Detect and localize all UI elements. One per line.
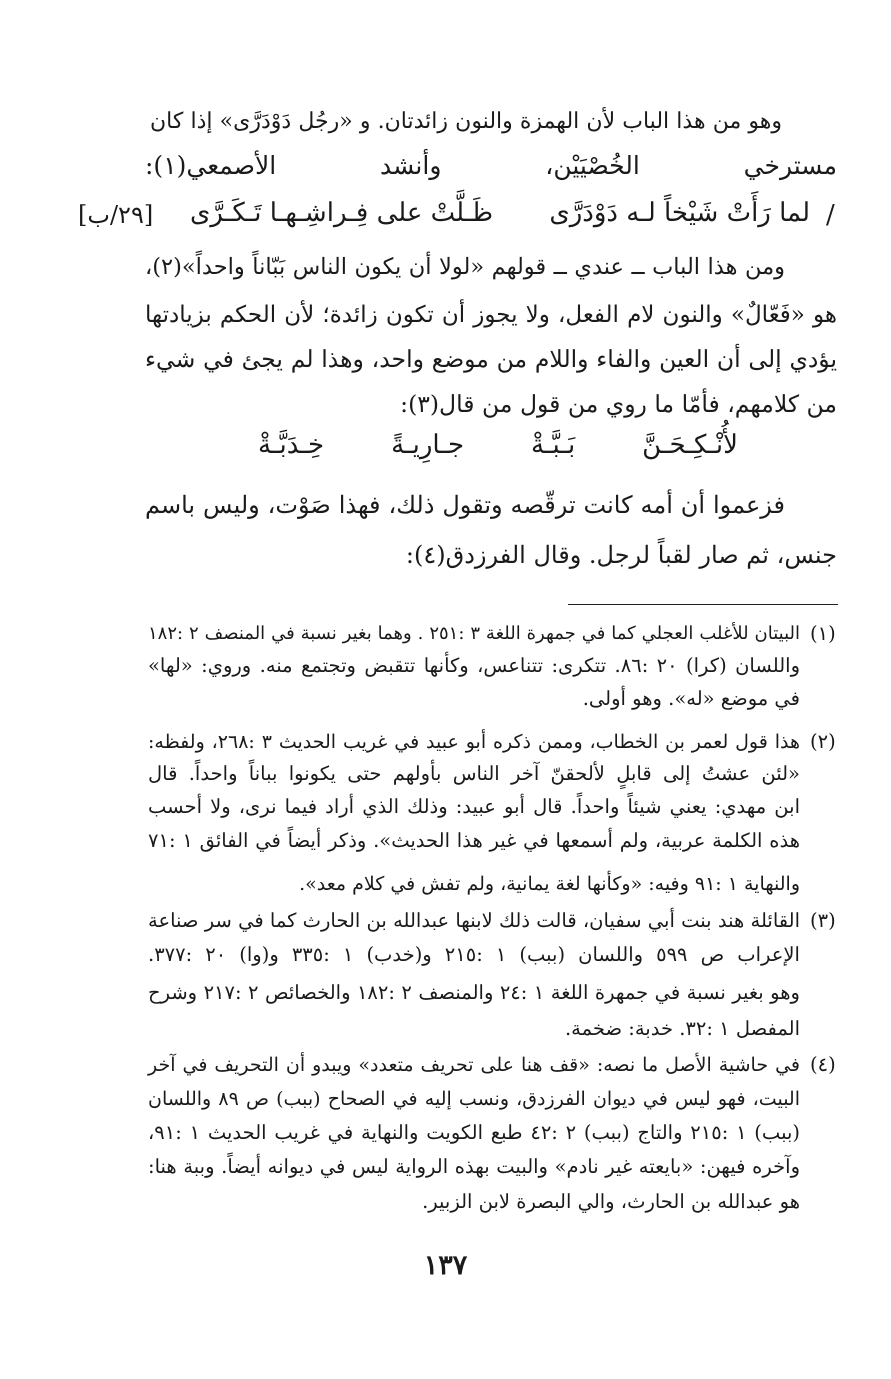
footnote-line: واللسان (كرا) ٢٠ :٨٦. تتكرى: تتناعس، وكأنها تتقبض وتجتمع منه. وروي: «لها» bbox=[148, 654, 800, 677]
page-break-mark: / bbox=[826, 200, 835, 230]
footnote-line: هذه الكلمة عربية، ولم أسمعها في غير هذا الحديث». وذكر أيضاً في الفائق ١ :٧١ bbox=[148, 829, 800, 852]
footnote-number: (١) bbox=[810, 622, 836, 645]
body-line: ومن هذا الباب ــ عندي ــ قولهم «لولا أن يكون الناس بَبّاناً واحداً»(٢)، bbox=[145, 254, 785, 280]
body-line: هو «فَعّالٌ» والنون لام الفعل، ولا يجوز أن تكون زائدة؛ لأن الحكم بزيادتها bbox=[145, 302, 837, 328]
footnote-line: المفصل ١ :٣٢. خدبة: ضخمة. bbox=[564, 1017, 800, 1040]
body-line: جنس، ثم صار لقباً لرجل. وقال الفرزدق(٤): bbox=[405, 541, 837, 569]
body-line: من كلامهم، فأمّا ما روي من قول من قال(٣): bbox=[400, 390, 837, 418]
footnote-line: ابن مهدي: يعني شيئاً واحداً. قال أبو عبيد: وذلك الذي أراد فيما نرى، ولا أحسب bbox=[148, 795, 800, 818]
body-line: يؤدي إلى أن العين والفاء واللام من موضع واحد، وهذا لم يجئ في شيء bbox=[145, 345, 837, 373]
footnote-line: وآخره فيهن: «بايعته غير نادم» والبيت بهذه الرواية ليس في ديوانه أيضاً. وببة هنا: bbox=[148, 1155, 800, 1178]
verse-first-hemistich: لما رَأَتْ شَيْخاً لـه دَوْدَرَّى bbox=[549, 198, 810, 228]
verse-segment: خِـدَبَّـةْ bbox=[258, 430, 325, 460]
footnote-number: (٣) bbox=[810, 909, 836, 932]
footnote-line: «لئن عشتُ إلى قابلٍ لألحقنّ آخر الناس بأولهم حتى يكونوا بباناً واحداً. قال bbox=[148, 762, 800, 785]
footnote-line: في موضع «له». وهو أولى. bbox=[582, 687, 800, 710]
footnote-line: القائلة هند بنت أبي سفيان، قالت ذلك لابنها عبدالله بن الحارث كما في سر صناعة bbox=[148, 909, 800, 932]
footnote-line: في حاشية الأصل ما نصه: «قف هنا على تحريف متعدد» ويبدو أن التحريف في آخر bbox=[148, 1054, 800, 1076]
footnote-separator bbox=[568, 604, 838, 605]
footnote-number: (٢) bbox=[810, 730, 836, 753]
body-line: مسترخي الخُصْيَيْن، وأنشد الأصمعي(١): bbox=[145, 151, 837, 180]
verse-second-hemistich: ظَـلَّتْ على فِـراشِـهـا تَـكَـرَّى bbox=[190, 198, 494, 228]
verse-segment: لأُنْـكِـحَـنَّ bbox=[642, 430, 738, 460]
page-number: ١٣٧ bbox=[423, 1250, 468, 1281]
footnote-line: هذا قول لعمر بن الخطاب، وممن ذكره أبو عبيد في غريب الحديث ٣ :٢٦٨، ولفظه: bbox=[148, 731, 800, 753]
verse-line bbox=[258, 430, 738, 460]
verse-segment: جـارِيـةً bbox=[391, 430, 465, 460]
footnote-line: وهو بغير نسبة في جمهرة اللغة ١ :٢٤ والمنصف ٢ :١٨٢ والخصائص ٢ :٢١٧ وشرح bbox=[148, 981, 800, 1004]
body-line: فزعموا أن أمه كانت ترقّصه وتقول ذلك، فهذا صَوْت، وليس باسم bbox=[145, 491, 785, 519]
footnote-line: البيتان للأغلب العجلي كما في جمهرة اللغة ٣ :٢٥١ . وهما بغير نسبة في المنصف ٢ :١٨٢ bbox=[148, 623, 800, 644]
manuscript-folio-ref: [٢٩/ب] bbox=[78, 201, 154, 229]
footnote-line: البيت، فهو ليس في ديوان الفرزدق، ونسب إليه في الصحاح (ببب) ص ٨٩ واللسان bbox=[148, 1088, 800, 1110]
footnote-line: الإعراب ص ٥٩٩ واللسان (ببب) ١ :٢١٥ و(خدب) ١ :٣٣٥ و(وا) ٢٠ :٣٧٧. bbox=[148, 943, 800, 966]
footnote-line: (ببب) ١ :٢١٥ والتاج (ببب) ٢ :٤٢ طبع الكويت والنهاية في غريب الحديث ١ :٩١، bbox=[148, 1121, 800, 1144]
verse-line bbox=[190, 198, 810, 228]
footnote-line: والنهاية ١ :٩١ وفيه: «وكأنها لغة يمانية، ولم تفش في كلام معد». bbox=[299, 873, 800, 895]
footnote-line: هو عبدالله بن الحارث، والي البصرة لابن الزبير. bbox=[422, 1190, 800, 1213]
verse-segment: بَـبَّـةْ bbox=[530, 430, 576, 460]
body-line: وهو من هذا الباب لأن الهمزة والنون زائدتان. و «رجُل دَوْدَرَّى» إذا كان bbox=[150, 109, 782, 134]
footnote-number: (٤) bbox=[810, 1053, 836, 1076]
